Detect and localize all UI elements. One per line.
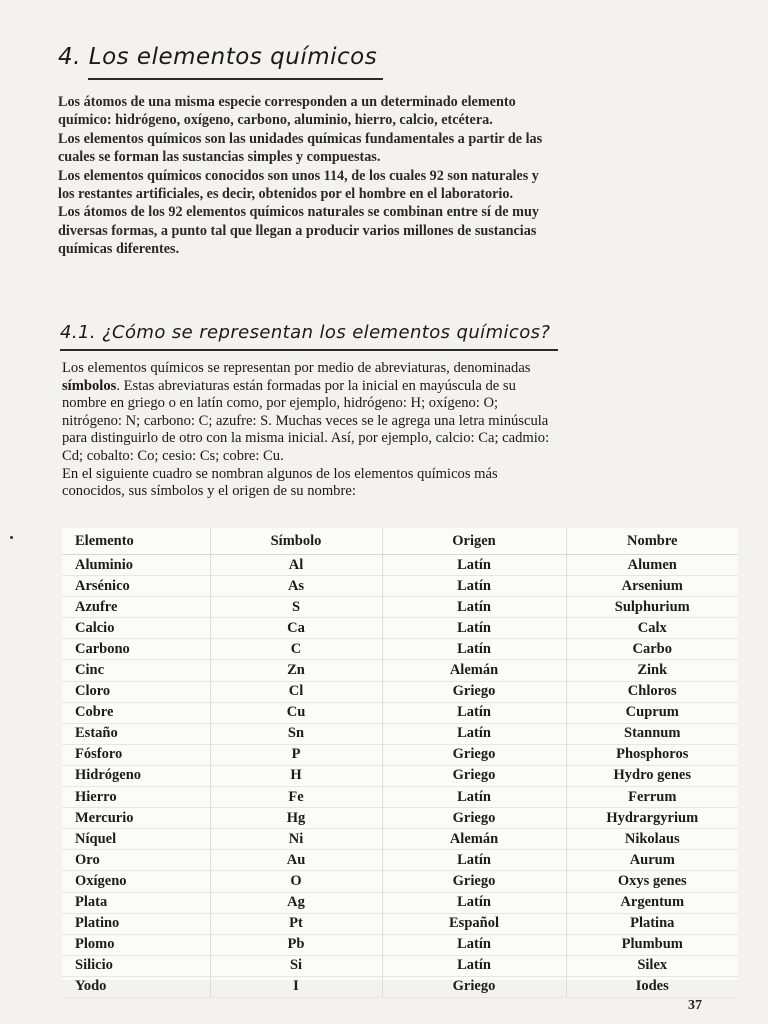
cell-simbolo: H xyxy=(210,765,382,786)
cell-simbolo: Ag xyxy=(210,892,382,913)
cell-elemento: Níquel xyxy=(62,829,210,850)
cell-nombre: Plumbum xyxy=(566,934,738,955)
intro-text xyxy=(58,93,558,259)
cell-simbolo: Hg xyxy=(210,808,382,829)
cell-origen: Alemán xyxy=(382,660,566,681)
subsection-heading-text: 4.1. ¿Cómo se representan los elementos químicos? xyxy=(60,322,551,343)
cell-simbolo: Au xyxy=(210,850,382,871)
table-row xyxy=(62,829,738,850)
cell-nombre: Aurum xyxy=(566,850,738,871)
cell-origen: Latín xyxy=(382,787,566,808)
cell-simbolo: Si xyxy=(210,955,382,976)
margin-mark xyxy=(10,536,13,539)
table-row xyxy=(62,618,738,639)
header-elemento: Elemento xyxy=(62,528,210,555)
header-origen: Origen xyxy=(382,528,566,555)
cell-nombre: Oxys genes xyxy=(566,871,738,892)
intro-paragraph-2: Los elementos químicos son las unidades químicas fundamentales a partir de las cuales se forman las sustancias simples y compuestas. xyxy=(58,130,543,166)
subsection-heading xyxy=(60,322,550,343)
cell-origen: Latín xyxy=(382,892,566,913)
cell-nombre: Arsenium xyxy=(566,576,738,597)
table-row xyxy=(62,976,738,997)
cell-elemento: Yodo xyxy=(62,976,210,997)
cell-origen: Griego xyxy=(382,681,566,702)
cell-elemento: Plomo xyxy=(62,934,210,955)
table-intro-paragraph: En el siguiente cuadro se nombran algunos de los elementos químicos más conocidos, sus símbolos y el origen de su nombre: xyxy=(62,465,498,500)
cell-origen: Latín xyxy=(382,955,566,976)
cell-simbolo: Ni xyxy=(210,829,382,850)
table-row xyxy=(62,555,738,576)
cell-origen: Latín xyxy=(382,555,566,576)
cell-nombre: Sulphurium xyxy=(566,597,738,618)
symbols-paragraph-end: . Estas abreviaturas están formadas por la inicial en mayúscula de su nombre en griego o en latín como, por ejemplo, hidrógeno: H; oxígeno: O; nitrógeno: N; carbono: C; azufre: S. Muchas veces se le agrega una letra minúscula para distinguirlo de otro con la misma inicial. Así, por ejemplo, calcio: Ca; cadmio: Cd; cobalto: Co; cesio: Cs; cobre: Cu. xyxy=(62,377,550,464)
cell-origen: Griego xyxy=(382,976,566,997)
symbols-term: símbolos xyxy=(62,377,117,394)
cell-origen: Español xyxy=(382,913,566,934)
table-row xyxy=(62,597,738,618)
cell-nombre: Zink xyxy=(566,660,738,681)
cell-elemento: Azufre xyxy=(62,597,210,618)
cell-elemento: Carbono xyxy=(62,639,210,660)
section-heading xyxy=(58,44,377,70)
cell-nombre: Stannum xyxy=(566,723,738,744)
cell-origen: Alemán xyxy=(382,829,566,850)
symbols-text xyxy=(62,360,554,501)
cell-simbolo: I xyxy=(210,976,382,997)
cell-simbolo: As xyxy=(210,576,382,597)
table-row xyxy=(62,934,738,955)
cell-nombre: Hydro genes xyxy=(566,765,738,786)
table-row xyxy=(62,660,738,681)
cell-simbolo: Al xyxy=(210,555,382,576)
table-row xyxy=(62,765,738,786)
subheading-underline xyxy=(60,349,558,351)
cell-nombre: Alumen xyxy=(566,555,738,576)
cell-nombre: Ferrum xyxy=(566,787,738,808)
table-row xyxy=(62,744,738,765)
cell-elemento: Oxígeno xyxy=(62,871,210,892)
cell-simbolo: S xyxy=(210,597,382,618)
header-nombre: Nombre xyxy=(566,528,738,555)
cell-elemento: Plata xyxy=(62,892,210,913)
table-row xyxy=(62,955,738,976)
table-body xyxy=(62,555,738,998)
cell-simbolo: Cl xyxy=(210,681,382,702)
symbols-paragraph-start: Los elementos químicos se representan por medio de abreviaturas, denominadas xyxy=(62,360,531,376)
table-row xyxy=(62,681,738,702)
cell-nombre: Iodes xyxy=(566,976,738,997)
cell-origen: Latín xyxy=(382,934,566,955)
intro-paragraph-3: Los elementos químicos conocidos son unos 114, de los cuales 92 son naturales y los restantes artificiales, es decir, obtenidos por el hombre en el laboratorio. xyxy=(58,167,539,203)
cell-origen: Latín xyxy=(382,639,566,660)
cell-origen: Latín xyxy=(382,618,566,639)
table-header-row xyxy=(62,528,738,555)
cell-nombre: Calx xyxy=(566,618,738,639)
cell-elemento: Platino xyxy=(62,913,210,934)
cell-elemento: Cloro xyxy=(62,681,210,702)
section-heading-text: 4. Los elementos químicos xyxy=(58,44,378,70)
page-number: 37 xyxy=(688,998,702,1013)
table-row xyxy=(62,850,738,871)
header-simbolo: Símbolo xyxy=(210,528,382,555)
cell-simbolo: Pb xyxy=(210,934,382,955)
cell-origen: Latín xyxy=(382,723,566,744)
cell-nombre: Chloros xyxy=(566,681,738,702)
intro-paragraph-1: Los átomos de una misma especie corresponden a un determinado elemento químico: hidrógeno, oxígeno, carbono, aluminio, hierro, calcio, etcétera. xyxy=(58,94,516,129)
intro-paragraph-4: Los átomos de los 92 elementos químicos naturales se combinan entre sí de muy diversas formas, a punto tal que llegan a producir varios millones de sustancias químicas diferentes. xyxy=(58,204,539,258)
cell-origen: Griego xyxy=(382,871,566,892)
cell-elemento: Hierro xyxy=(62,787,210,808)
cell-simbolo: Zn xyxy=(210,660,382,681)
cell-elemento: Cinc xyxy=(62,660,210,681)
cell-nombre: Nikolaus xyxy=(566,829,738,850)
table-row xyxy=(62,702,738,723)
heading-underline xyxy=(88,78,383,80)
table-row xyxy=(62,787,738,808)
cell-simbolo: Fe xyxy=(210,787,382,808)
symbols-paragraph xyxy=(62,360,554,466)
cell-elemento: Oro xyxy=(62,850,210,871)
cell-simbolo: Cu xyxy=(210,702,382,723)
cell-origen: Latín xyxy=(382,597,566,618)
cell-nombre: Carbo xyxy=(566,639,738,660)
cell-elemento: Aluminio xyxy=(62,555,210,576)
table-row xyxy=(62,576,738,597)
cell-elemento: Mercurio xyxy=(62,808,210,829)
cell-nombre: Hydrargyrium xyxy=(566,808,738,829)
cell-elemento: Fósforo xyxy=(62,744,210,765)
cell-simbolo: C xyxy=(210,639,382,660)
table-row xyxy=(62,808,738,829)
cell-nombre: Silex xyxy=(566,955,738,976)
cell-elemento: Calcio xyxy=(62,618,210,639)
cell-origen: Griego xyxy=(382,744,566,765)
elements-table-container xyxy=(62,528,738,995)
cell-nombre: Phosphoros xyxy=(566,744,738,765)
cell-elemento: Estaño xyxy=(62,723,210,744)
elements-table xyxy=(62,528,738,998)
cell-simbolo: Sn xyxy=(210,723,382,744)
cell-elemento: Cobre xyxy=(62,702,210,723)
table-row xyxy=(62,892,738,913)
cell-nombre: Platina xyxy=(566,913,738,934)
cell-simbolo: Pt xyxy=(210,913,382,934)
cell-elemento: Hidrógeno xyxy=(62,765,210,786)
cell-elemento: Silicio xyxy=(62,955,210,976)
table-row xyxy=(62,871,738,892)
table-row xyxy=(62,913,738,934)
cell-nombre: Cuprum xyxy=(566,702,738,723)
cell-origen: Latín xyxy=(382,850,566,871)
table-row xyxy=(62,723,738,744)
cell-nombre: Argentum xyxy=(566,892,738,913)
table-row xyxy=(62,639,738,660)
cell-simbolo: O xyxy=(210,871,382,892)
cell-origen: Latín xyxy=(382,702,566,723)
cell-origen: Latín xyxy=(382,576,566,597)
cell-simbolo: Ca xyxy=(210,618,382,639)
cell-origen: Griego xyxy=(382,765,566,786)
cell-elemento: Arsénico xyxy=(62,576,210,597)
cell-simbolo: P xyxy=(210,744,382,765)
cell-origen: Griego xyxy=(382,808,566,829)
